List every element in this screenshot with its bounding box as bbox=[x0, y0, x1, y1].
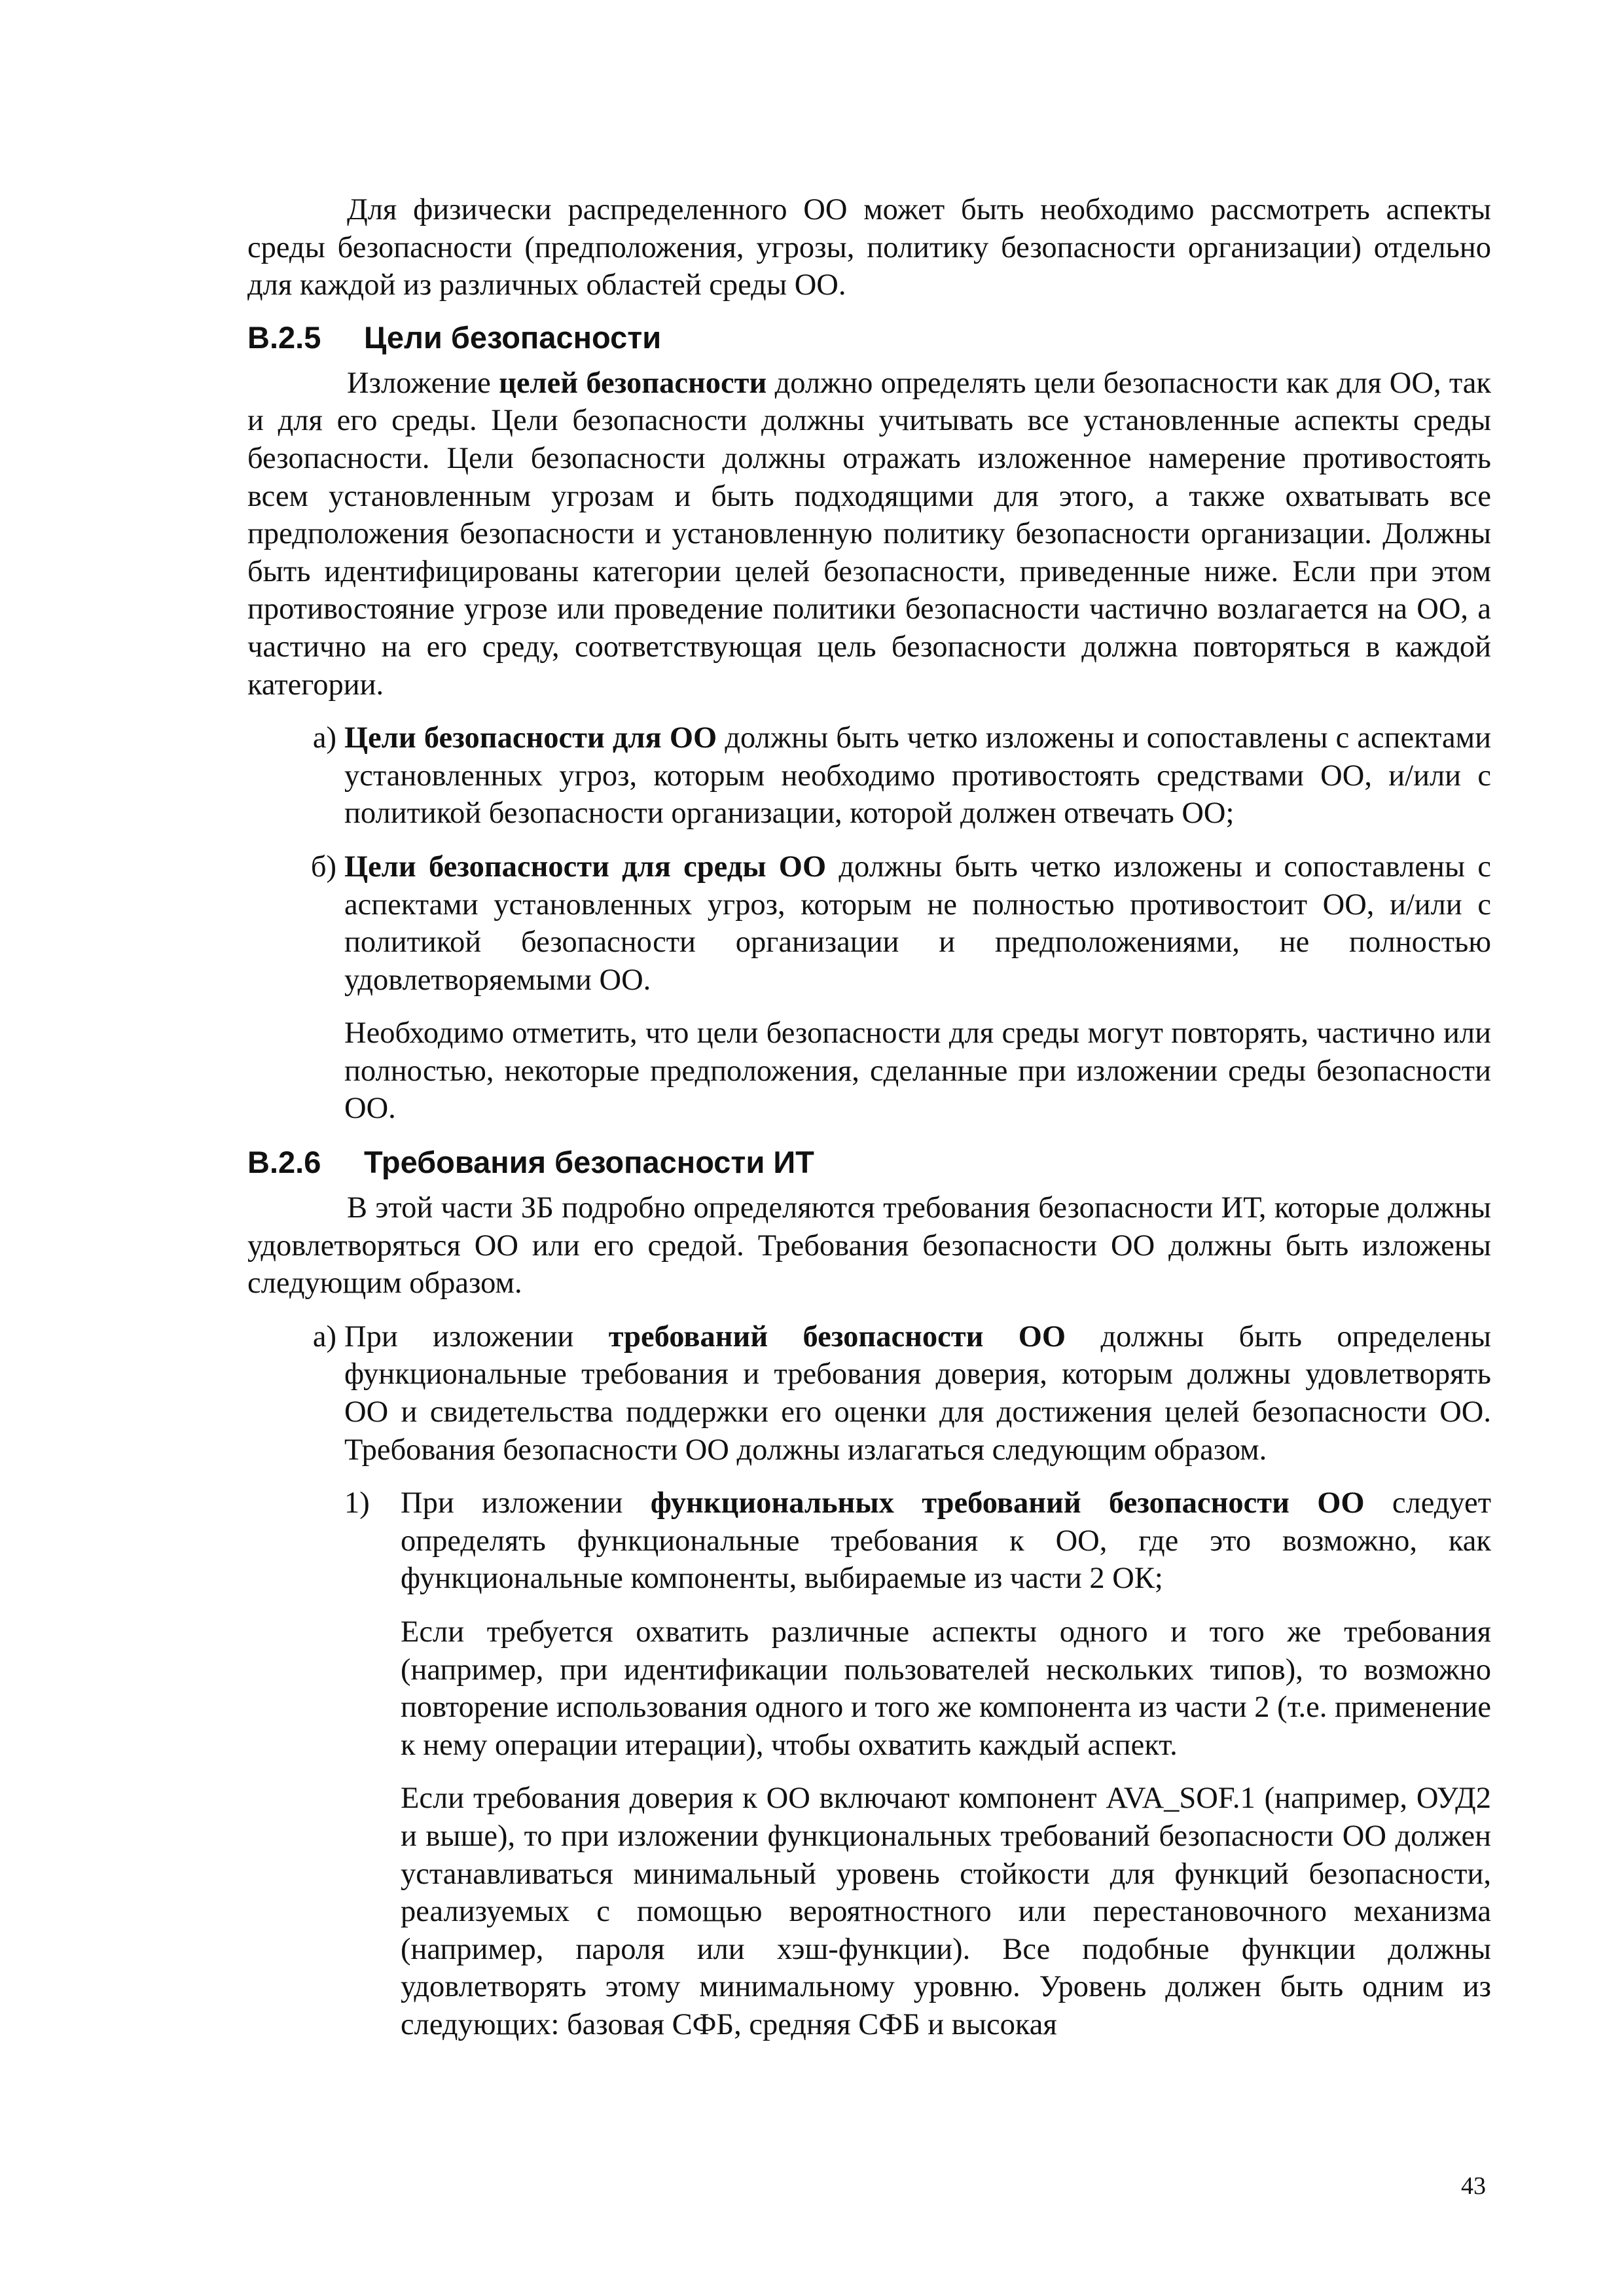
bold-term: функциональных требований безопасности ОО bbox=[650, 1486, 1365, 1520]
list-item-text bbox=[344, 719, 1491, 833]
list-marker: а) bbox=[312, 721, 336, 755]
list-item-a bbox=[247, 1318, 1491, 1469]
text-run: должно определять цели безопасности как для ОО, так и для его среды. Цели безопасности должны учитывать все установленные аспекты среды безопасности. Цели безопасности должны отражать изложенное намерение противостоять всем установленным угрозам и быть подходящими для этого, а также охватывать все предположения безопасности и установленную политику безопасности организации. Должны быть идентифицированы категории целей безопасности, приведенные ниже. Если при этом противостояние угрозе или проведение политики безопасности частично возлагается на ОО, а частично на его среду, соответствующая цель безопасности должна повторяться в каждой категории. bbox=[247, 366, 1491, 702]
note-paragraph: Необходимо отметить, что цели безопасности для среды могут повторять, частично или полностью, некоторые предположения, сделанные при изложении среды безопасности ОО. bbox=[344, 1016, 1491, 1126]
document-page bbox=[247, 191, 1491, 2044]
text-run: При изложении bbox=[401, 1486, 651, 1520]
list-marker: 1) bbox=[344, 1486, 370, 1520]
list-item-b bbox=[247, 848, 1491, 999]
bold-term: Цели безопасности для ОО bbox=[344, 721, 717, 755]
list-marker: а) bbox=[312, 1319, 336, 1354]
iteration-paragraph: Если требуется охватить различные аспекты одного и того же требования (например, при идентификации пользователей нескольких типов), то возможно повторение использования одного и того же компонента из части 2 (т.е. применение к нему операции итерации), чтобы охватить каждый аспект. bbox=[401, 1615, 1491, 1762]
section-heading-b26 bbox=[247, 1143, 1491, 1181]
section-heading-b25 bbox=[247, 319, 1491, 357]
list-item-text bbox=[344, 848, 1491, 999]
section-number: B.2.5 bbox=[247, 319, 321, 355]
page-number: 43 bbox=[1461, 2172, 1486, 2200]
section-title: Требования безопасности ИТ bbox=[364, 1145, 814, 1180]
requirements-paragraph: В этой части ЗБ подробно определяются требования безопасности ИТ, которые должны удовлетворяться ОО или его средой. Требования безопасности ОО должны быть изложены следующим образом. bbox=[247, 1191, 1491, 1300]
bold-term: Цели безопасности для среды ОО bbox=[344, 850, 827, 884]
text-run: должны быть четко изложены и сопоставлены с аспектами установленных угроз, которым не полностью противостоит ОО, и/или с политикой безопасности организации и предположениями, не полностью удовлетворяемыми ОО. bbox=[344, 850, 1491, 997]
list-item-a bbox=[247, 719, 1491, 833]
text-run: следует определять функциональные требования к ОО, где это возможно, как функциональные компоненты, выбираемые из части 2 ОК; bbox=[401, 1486, 1492, 1596]
bold-term: требований безопасности ОО bbox=[608, 1319, 1066, 1354]
text-run: При изложении bbox=[344, 1319, 609, 1354]
section-number: B.2.6 bbox=[247, 1145, 321, 1180]
section-title: Цели безопасности bbox=[364, 319, 662, 355]
list-marker: б) bbox=[310, 850, 336, 884]
list-item-1 bbox=[344, 1484, 1491, 1598]
text-run: должны быть четко изложены и сопоставлены с аспектами установленных угроз, которым необходимо противостоять средствами ОО, и/или с политикой безопасности организации, которой должен отвечать ОО; bbox=[344, 721, 1491, 831]
objectives-paragraph bbox=[247, 365, 1491, 704]
sof-paragraph: Если требования доверия к ОО включают компонент AVA_SOF.1 (например, ОУД2 и выше), то при изложении функциональных требований безопасности ОО должен устанавливаться минимальный уровень стойкости для функций безопасности, реализуемых с помощью вероятностного или перестановочного механизма (например, пароля или хэш-функции). Все подобные функции должны удовлетворять этому минимальному уровню. Уровень должен быть одним из следующих: базовая СФБ, средняя СФБ и высокая bbox=[401, 1782, 1491, 2041]
text-run: Изложение bbox=[347, 366, 499, 400]
intro-paragraph: Для физически распределенного ОО может быть необходимо рассмотреть аспекты среды безопасности (предположения, угрозы, политику безопасности организации) отдельно для каждой из различных областей среды ОО. bbox=[247, 193, 1491, 302]
list-item-text bbox=[401, 1484, 1491, 1598]
list-item-text bbox=[344, 1318, 1491, 1469]
text-run: должны быть определены функциональные требования и требования доверия, которым должны удовлетворять ОО и свидетельства поддержки его оценки для достижения целей безопасности ОО. Требования безопасности ОО должны излагаться следующим образом. bbox=[344, 1319, 1491, 1467]
bold-term: целей безопасности bbox=[499, 366, 767, 400]
